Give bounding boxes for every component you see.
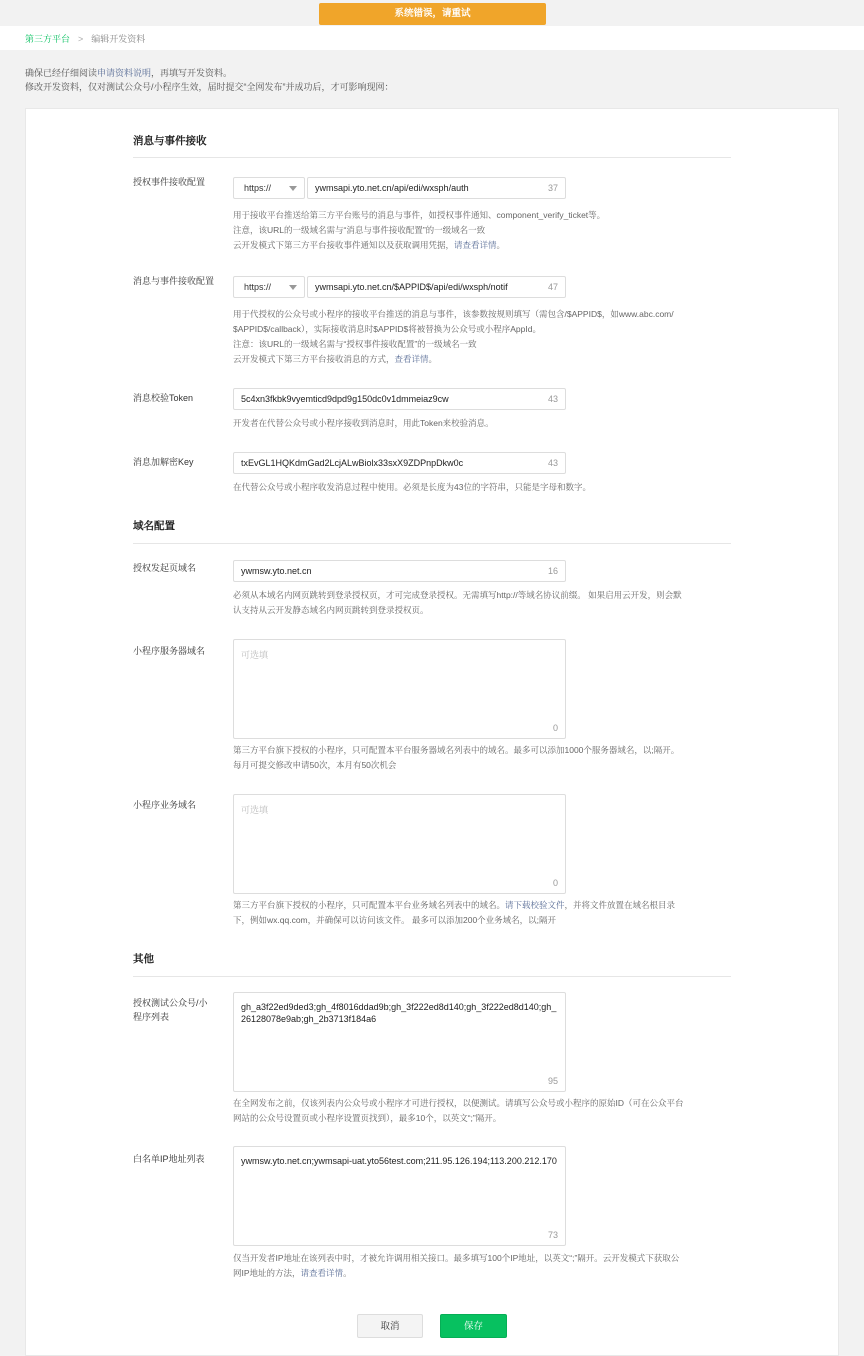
help-text: 网IP地址的方法， bbox=[233, 1268, 301, 1278]
help-text: 云开发模式下第三方平台接收事件通知以及获取调用凭据， bbox=[233, 240, 455, 250]
view-details-link[interactable]: 请查看详情 bbox=[454, 240, 497, 250]
aes-key-help: 在代替公众号或小程序收发消息过程中使用。必须是长度为43位的字符串，只能是字母和数字。 bbox=[233, 482, 591, 492]
auth-domain-label: 授权发起页域名 bbox=[133, 563, 197, 573]
biz-domain-help bbox=[233, 898, 733, 928]
breadcrumb-current: 编辑开发资料 bbox=[91, 34, 146, 44]
protocol-value: https:// bbox=[244, 183, 272, 193]
help-line: 第三方平台旗下授权的小程序，只可配置本平台服务器域名列表中的域名。最多可以添加1000个服务器域名，以;隔开。 bbox=[233, 745, 680, 755]
notice-line-1 bbox=[25, 66, 394, 80]
msg-event-url-input[interactable] bbox=[307, 276, 566, 298]
notice-line-2: 修改开发资料，仅对测试公众号/小程序生效，届时提交“全网发布”并成功后，才可影响现网： bbox=[25, 82, 394, 92]
ip-list-textarea[interactable] bbox=[233, 1146, 566, 1246]
input-value: 5c4xn3fkbk9vyemticd9dpd9g150dc0v1dmmeiaz9cw bbox=[241, 394, 449, 404]
help-line bbox=[233, 352, 733, 367]
help-text: ，并将文件放置在域名根目录 bbox=[564, 900, 676, 910]
help-line: $APPID$/callback），实际接收消息时$APPID$将被替换为公众号或小程序AppId。 bbox=[233, 324, 541, 334]
help-text: 。 bbox=[343, 1268, 352, 1278]
test-list-textarea[interactable] bbox=[233, 992, 566, 1092]
help-text: 第三方平台旗下授权的小程序，只可配置本平台业务域名列表中的域名。 bbox=[233, 900, 506, 910]
placeholder: 可选填 bbox=[241, 650, 269, 660]
section-divider bbox=[133, 157, 731, 158]
auth-event-protocol-select[interactable] bbox=[233, 177, 305, 199]
chevron-down-icon bbox=[289, 285, 297, 290]
help-line bbox=[233, 238, 733, 253]
char-count: 95 bbox=[547, 1076, 558, 1086]
char-count: 0 bbox=[552, 723, 558, 733]
help-text: 。 bbox=[496, 240, 506, 250]
chevron-down-icon bbox=[289, 186, 297, 191]
char-count: 73 bbox=[547, 1230, 558, 1240]
msg-event-protocol-select[interactable] bbox=[233, 276, 305, 298]
char-count: 43 bbox=[547, 458, 558, 468]
help-text: 云开发模式下第三方平台接收消息的方式， bbox=[233, 354, 395, 364]
auth-event-url-input[interactable] bbox=[307, 177, 566, 199]
server-domain-help bbox=[233, 743, 733, 773]
char-count: 47 bbox=[547, 282, 558, 292]
biz-domain-textarea[interactable] bbox=[233, 794, 566, 894]
token-help: 开发者在代替公众号或小程序接收到消息时，用此Token来校验消息。 bbox=[233, 418, 494, 428]
section-divider bbox=[133, 976, 731, 977]
char-count: 0 bbox=[552, 878, 558, 888]
help-line: 注意：该URL的一级域名需与“授权事件接收配置”的一级域名一致 bbox=[233, 339, 477, 349]
auth-event-help bbox=[233, 208, 733, 253]
input-value: ywmsapi.yto.net.cn/$APPID$/api/edi/wxsph/notif bbox=[315, 282, 508, 292]
download-verify-file-link[interactable]: 请下载校验文件 bbox=[505, 900, 565, 910]
help-line: 每月可提交修改申请50次，本月有50次机会 bbox=[233, 760, 397, 770]
help-line: 仅当开发者IP地址在该列表中时，才被允许调用相关接口。最多填写100个IP地址，以英文“;”隔开。云开发模式下获取公 bbox=[233, 1253, 680, 1263]
help-line: 必须从本域名内网页跳转到登录授权页，才可完成登录授权。无需填写http://等域名协议前缀。 如果启用云开发，则会默 bbox=[233, 590, 682, 600]
section-title-msg: 消息与事件接收 bbox=[133, 135, 207, 147]
notice-text: 确保已经仔细阅读 bbox=[25, 68, 98, 78]
aes-key-input[interactable] bbox=[233, 452, 566, 474]
input-value: txEvGL1HQKdmGad2LcjALwBiolx33sxX9ZDPnpDkw0c bbox=[241, 458, 464, 468]
char-count: 43 bbox=[547, 394, 558, 404]
input-value: ywmsw.yto.net.cn bbox=[241, 566, 312, 576]
ip-list-label: 白名单IP地址列表 bbox=[133, 1154, 205, 1164]
section-title-other: 其他 bbox=[133, 953, 154, 965]
breadcrumb-link-third-party[interactable]: 第三方平台 bbox=[25, 34, 71, 44]
breadcrumb-separator: > bbox=[78, 34, 84, 44]
application-guide-link[interactable]: 申请资料说明 bbox=[97, 68, 152, 78]
help-line bbox=[233, 1266, 733, 1281]
protocol-value: https:// bbox=[244, 282, 272, 292]
char-count: 16 bbox=[547, 566, 558, 576]
server-domain-label: 小程序服务器域名 bbox=[133, 646, 206, 656]
section-title-domain: 域名配置 bbox=[133, 520, 175, 532]
error-toast: 系统错误，请重试 bbox=[319, 3, 546, 25]
help-line: 下，例如wx.qq.com，并确保可以访问该文件。 最多可以添加200个业务域名，以;隔开 bbox=[233, 915, 557, 925]
biz-domain-label: 小程序业务域名 bbox=[133, 800, 197, 810]
view-details-link[interactable]: 查看详情 bbox=[394, 354, 429, 364]
auth-event-label: 授权事件接收配置 bbox=[133, 177, 206, 187]
help-line: 用于代授权的公众号或小程序的接收平台推送的消息与事件，该参数按规则填写（需包含/$APPID$，如www.abc.com/ bbox=[233, 309, 674, 319]
msg-event-help bbox=[233, 307, 733, 367]
msg-event-label: 消息与事件接收配置 bbox=[133, 276, 215, 286]
save-button[interactable]: 保存 bbox=[440, 1314, 507, 1338]
section-divider bbox=[133, 543, 731, 544]
cancel-button[interactable]: 取消 bbox=[357, 1314, 423, 1338]
ip-list-help bbox=[233, 1251, 733, 1281]
view-details-link[interactable]: 请查看详情 bbox=[300, 1268, 344, 1278]
placeholder: 可选填 bbox=[241, 805, 269, 815]
help-line: 认支持从云开发静态域名内网页跳转到登录授权页。 bbox=[233, 605, 429, 615]
aes-key-label: 消息加解密Key bbox=[133, 457, 194, 467]
char-count: 37 bbox=[547, 183, 558, 193]
notice-text: ，再填写开发资料。 bbox=[151, 68, 233, 78]
textarea-value: ywmsw.yto.net.cn;ywmsapi-uat.yto56test.com;211.95.126.194;113.200.212.170 bbox=[241, 1156, 557, 1166]
auth-domain-help bbox=[233, 588, 733, 618]
textarea-value: gh_a3f22ed9ded3;gh_4f8016ddad9b;gh_3f222ed8d140;gh_3f222ed8d140;gh_26128078e9ab;gh_2b3713f184a6 bbox=[241, 1002, 557, 1024]
help-line: 用于接收平台推送给第三方平台账号的消息与事件，如授权事件通知、component_verify_ticket等。 bbox=[233, 210, 606, 220]
help-text: 。 bbox=[428, 354, 438, 364]
help-line: 在全网发布之前，仅该列表内公众号或小程序才可进行授权，以便测试。请填写公众号或小程序的原始ID（可在公众平台 bbox=[233, 1098, 684, 1108]
help-line bbox=[233, 898, 733, 913]
auth-domain-input[interactable] bbox=[233, 560, 566, 582]
token-label: 消息校验Token bbox=[133, 393, 194, 403]
test-list-help bbox=[233, 1096, 733, 1126]
server-domain-textarea[interactable] bbox=[233, 639, 566, 739]
token-input[interactable] bbox=[233, 388, 566, 410]
help-line: 网站的公众号设置页或小程序设置页找到），最多10个，以英文“;”隔开。 bbox=[233, 1113, 502, 1123]
input-value: ywmsapi.yto.net.cn/api/edi/wxsph/auth bbox=[315, 183, 469, 193]
help-line: 注意，该URL的一级域名需与“消息与事件接收配置”的一级域名一致 bbox=[233, 225, 486, 235]
test-list-label: 授权测试公众号/小程序列表 bbox=[133, 998, 208, 1022]
breadcrumb bbox=[25, 32, 145, 45]
notice bbox=[25, 66, 394, 94]
